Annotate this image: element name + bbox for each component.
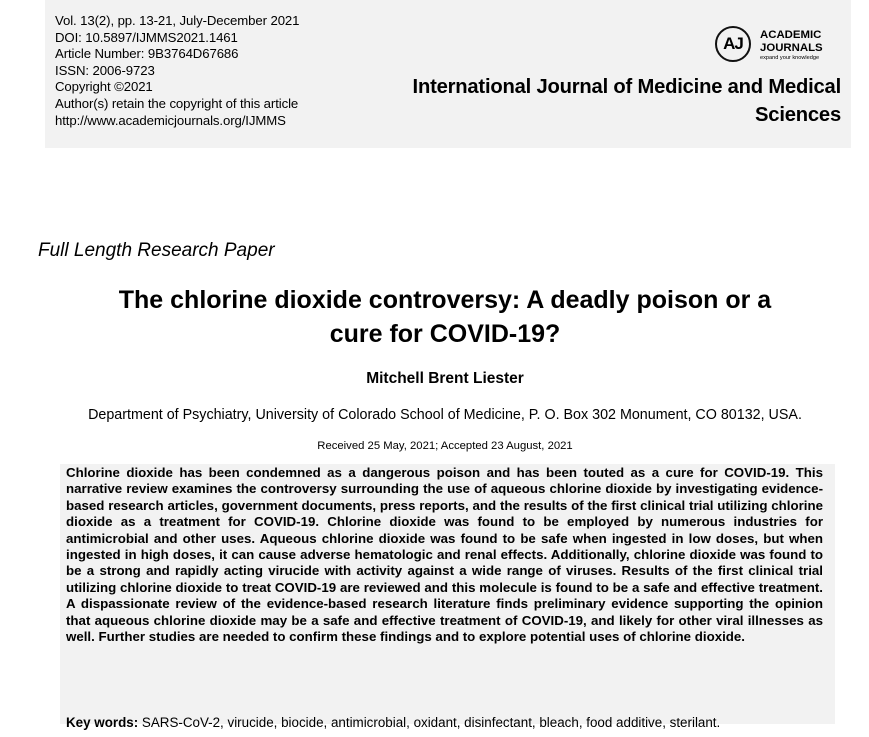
abstract-text: Chlorine dioxide has been condemned as a dangerous poison and has been touted as a cure for COVID-19. This narrative review examines the controversy surrounding the use of aqueous chlorine dioxide by investigating evidence-based research articles, government documents, press reports, and the results of the first clinical trial utilizing chlorine dioxide as a treatment for COVID-19. Chlorine dioxide was found to be employed by numerous industries for antimicrobial and other uses. Aqueous chlorine dioxide was found to be safe when ingested in low doses, but when ingested in high doses, it can cause adverse hematologic and renal effects. Additionally, chlorine dioxide was found to be a strong and rapidly acting virucide with activity against a wide range of viruses. Results of the first clinical trial utilizing chlorine dioxide to treat COVID-19 are reviewed and this molecule is found to be a safe and effective treatment. A dispassionate review of the evidence-based research literature finds preliminary evidence supporting the opinion that aqueous chlorine dioxide may be a safe and effective treatment of COVID-19, and likely for other viral illnesses as well. Further studies are needed to confirm these findings and to explore potential uses of chlorine dioxide. <box>66 465 823 645</box>
author-name: Mitchell Brent Liester <box>366 370 524 387</box>
journal-name-line-2: Sciences <box>755 104 841 126</box>
academic-journals-logo <box>715 24 845 68</box>
issn: ISSN: 2006-9723 <box>55 62 155 78</box>
keywords-line <box>66 715 831 730</box>
article-metadata <box>55 13 299 129</box>
logo-tagline: expand your knowledge <box>760 55 820 61</box>
keywords-list: SARS-CoV-2, virucide, biocide, antimicrobial, oxidant, disinfectant, bleach, food additive, sterilant. <box>141 715 721 730</box>
received-accepted-dates: Received 25 May, 2021; Accepted 23 August, 2021 <box>317 440 573 452</box>
volume-info: Vol. 13(2), pp. 13-21, July-December 2021 <box>55 13 300 28</box>
journal-name-line-1: International Journal of Medicine and Medical <box>412 76 841 98</box>
paper-title-line-2: cure for COVID-19? <box>329 320 561 348</box>
keywords-label: Key words: <box>66 715 139 730</box>
journal-header <box>45 0 851 148</box>
logo-line-1: ACADEMIC <box>760 29 822 41</box>
copyright-notice: Author(s) retain the copyright of this article <box>55 95 299 111</box>
paper-title-line-1: The chlorine dioxide controversy: A deadly poison or a <box>118 286 772 314</box>
author-affiliation: Department of Psychiatry, University of Colorado School of Medicine, P. O. Box 302 Monument, CO 80132, USA. <box>88 407 802 423</box>
abstract-box <box>60 464 835 730</box>
doi: DOI: 10.5897/IJMMS2021.1461 <box>55 29 238 45</box>
article-number: Article Number: 9B3764D67686 <box>55 46 239 62</box>
journal-name <box>413 73 841 129</box>
paper-title <box>0 283 869 351</box>
journal-url[interactable]: http://www.academicjournals.org/IJMMS <box>55 112 286 128</box>
copyright: Copyright ©2021 <box>55 79 153 95</box>
paper-type: Full Length Research Paper <box>38 240 275 261</box>
aj-logo-icon: AJ <box>715 26 751 62</box>
logo-wordmark <box>760 29 823 54</box>
logo-line-2: JOURNALS <box>760 41 823 54</box>
